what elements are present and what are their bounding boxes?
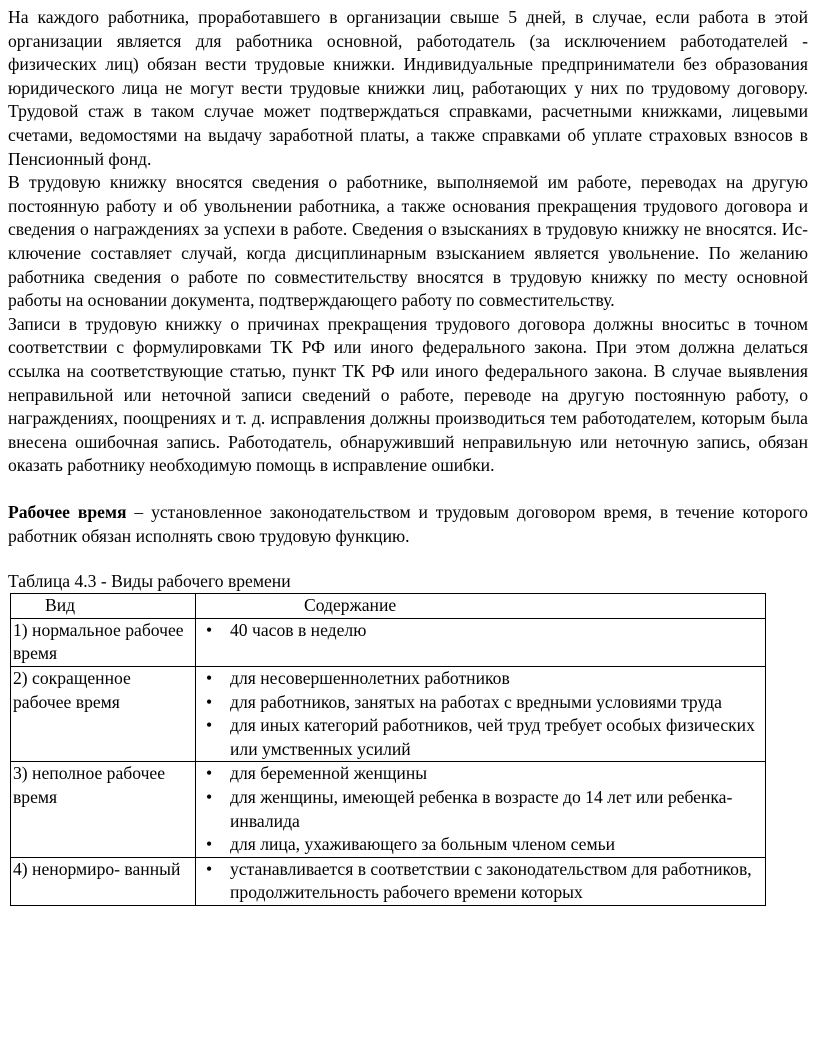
cell-content — [196, 667, 766, 762]
working-time-table — [10, 593, 766, 906]
table-header-row — [11, 594, 766, 619]
list-item-text: для работников, занятых на работах с вредными условиями труда — [230, 691, 722, 712]
cell-content — [196, 762, 766, 857]
list-item-text: для несовершеннолетних работников — [230, 668, 510, 689]
list-item — [198, 858, 763, 905]
bullet-icon: • — [206, 668, 213, 689]
cell-kind: 4) ненормиро- ванный — [11, 857, 196, 905]
list-item-text: для иных категорий работников, чей труд требует особых физических или умственных усилий — [230, 715, 755, 759]
table-row — [11, 618, 766, 666]
definition-working-time — [8, 501, 808, 548]
bullet-icon: • — [206, 715, 213, 736]
cell-kind: 3) неполное рабочее время — [11, 762, 196, 857]
paragraph-work-book-entries: В трудовую книжку вносятся сведения о работнике, выполняемой им работе, переводах на другую постоянную работу и об увольнении работника, а также основания прекращения трудового договора и сведения о награждениях за успехи в работе. Сведения о взысканиях в трудовую книжку не вносятся. Ис- ключение составляет случай, когда дисциплинарным взысканием является увольнение. По желанию работника сведения о работе по совместительству вносятся в трудовую книжку по месту основной работы на основании документа, подтверждающего работу по совместительству. — [8, 172, 808, 311]
header-kind: Вид — [11, 594, 196, 619]
table-caption: Таблица 4.3 - Виды рабочего времени — [8, 570, 291, 591]
content-list — [198, 667, 763, 761]
cell-content — [196, 857, 766, 905]
definition-term: Рабочее время — [8, 502, 127, 523]
cell-kind: 2) сокращенное рабочее время — [11, 667, 196, 762]
list-item — [198, 762, 763, 786]
cell-content — [196, 618, 766, 666]
content-list — [198, 619, 763, 643]
bullet-icon: • — [206, 787, 213, 807]
list-item-text: для женщины, имеющей ребенка в возрасте до 14 лет или ребенка-инвалида — [230, 787, 733, 831]
content-list — [198, 858, 763, 905]
list-item-text: 40 часов в неделю — [230, 619, 367, 640]
header-content: Содержание — [196, 594, 766, 619]
list-item — [198, 714, 763, 761]
table-row — [11, 762, 766, 857]
bullet-icon: • — [206, 834, 213, 855]
table-row — [11, 857, 766, 905]
paragraph-entry-corrections: Записи в трудовую книжку о причинах прекращения трудового договора должны вноситьс в точном соответствии с формулировками ТК РФ или иного федерального закона. При этом должна делаться ссылка на соответствующие статью, пункт ТК РФ или иного федерального закона. В случае выявления неправильной или неточной записи сведений о работе, переводе на другую постоянную работу, о награждениях, поощрениях и т. д. исправления должны производиться тем работодателем, которым была внесена ошибочная запись. Работодатель, обнаруживший неправильную или неточную запись, обязан оказать работнику необходимую помощь в исправление ошибки. — [8, 313, 808, 476]
list-item-text: устанавливается в соответствии с законодательством для работников, продолжительность рабочего времени которых — [230, 858, 752, 903]
list-item — [198, 786, 763, 833]
bullet-icon: • — [206, 763, 213, 784]
cell-kind: 1) нормальное рабочее время — [11, 618, 196, 666]
paragraph-work-books: На каждого работника, проработавшего в организации свыше 5 дней, в случае, если работа в этой организации является для работника основной, работодатель (за исключением работодателей - физических лиц) обязан вести трудовые книжки. Индивидуальные предприниматели без образования юридического лица не могут вести трудовые книжки лиц, работающих у них по трудовому договору. Трудовой стаж в таком случае может подтверждаться справками, расчетными книжками, лицевыми счетами, ведомостями на выдачу заработной платы, а также справками об уплате страховых взносов в Пенсионный фонд. — [8, 7, 808, 169]
list-item-text: для лица, ухаживающего за больным членом семьи — [230, 834, 616, 855]
list-item — [198, 619, 763, 643]
definition-text: – установленное законодательством и трудовым договором время, в течение которого работник обязан исполнять свою трудовую функцию. — [8, 502, 808, 547]
list-item — [198, 691, 763, 715]
spacer — [8, 478, 808, 502]
bullet-icon: • — [206, 858, 213, 879]
content-list — [198, 762, 763, 856]
table-row — [11, 667, 766, 762]
list-item — [198, 833, 763, 857]
list-item-text: для беременной женщины — [230, 763, 428, 784]
bullet-icon: • — [206, 619, 213, 640]
list-item — [198, 667, 763, 691]
bullet-icon: • — [206, 691, 213, 712]
